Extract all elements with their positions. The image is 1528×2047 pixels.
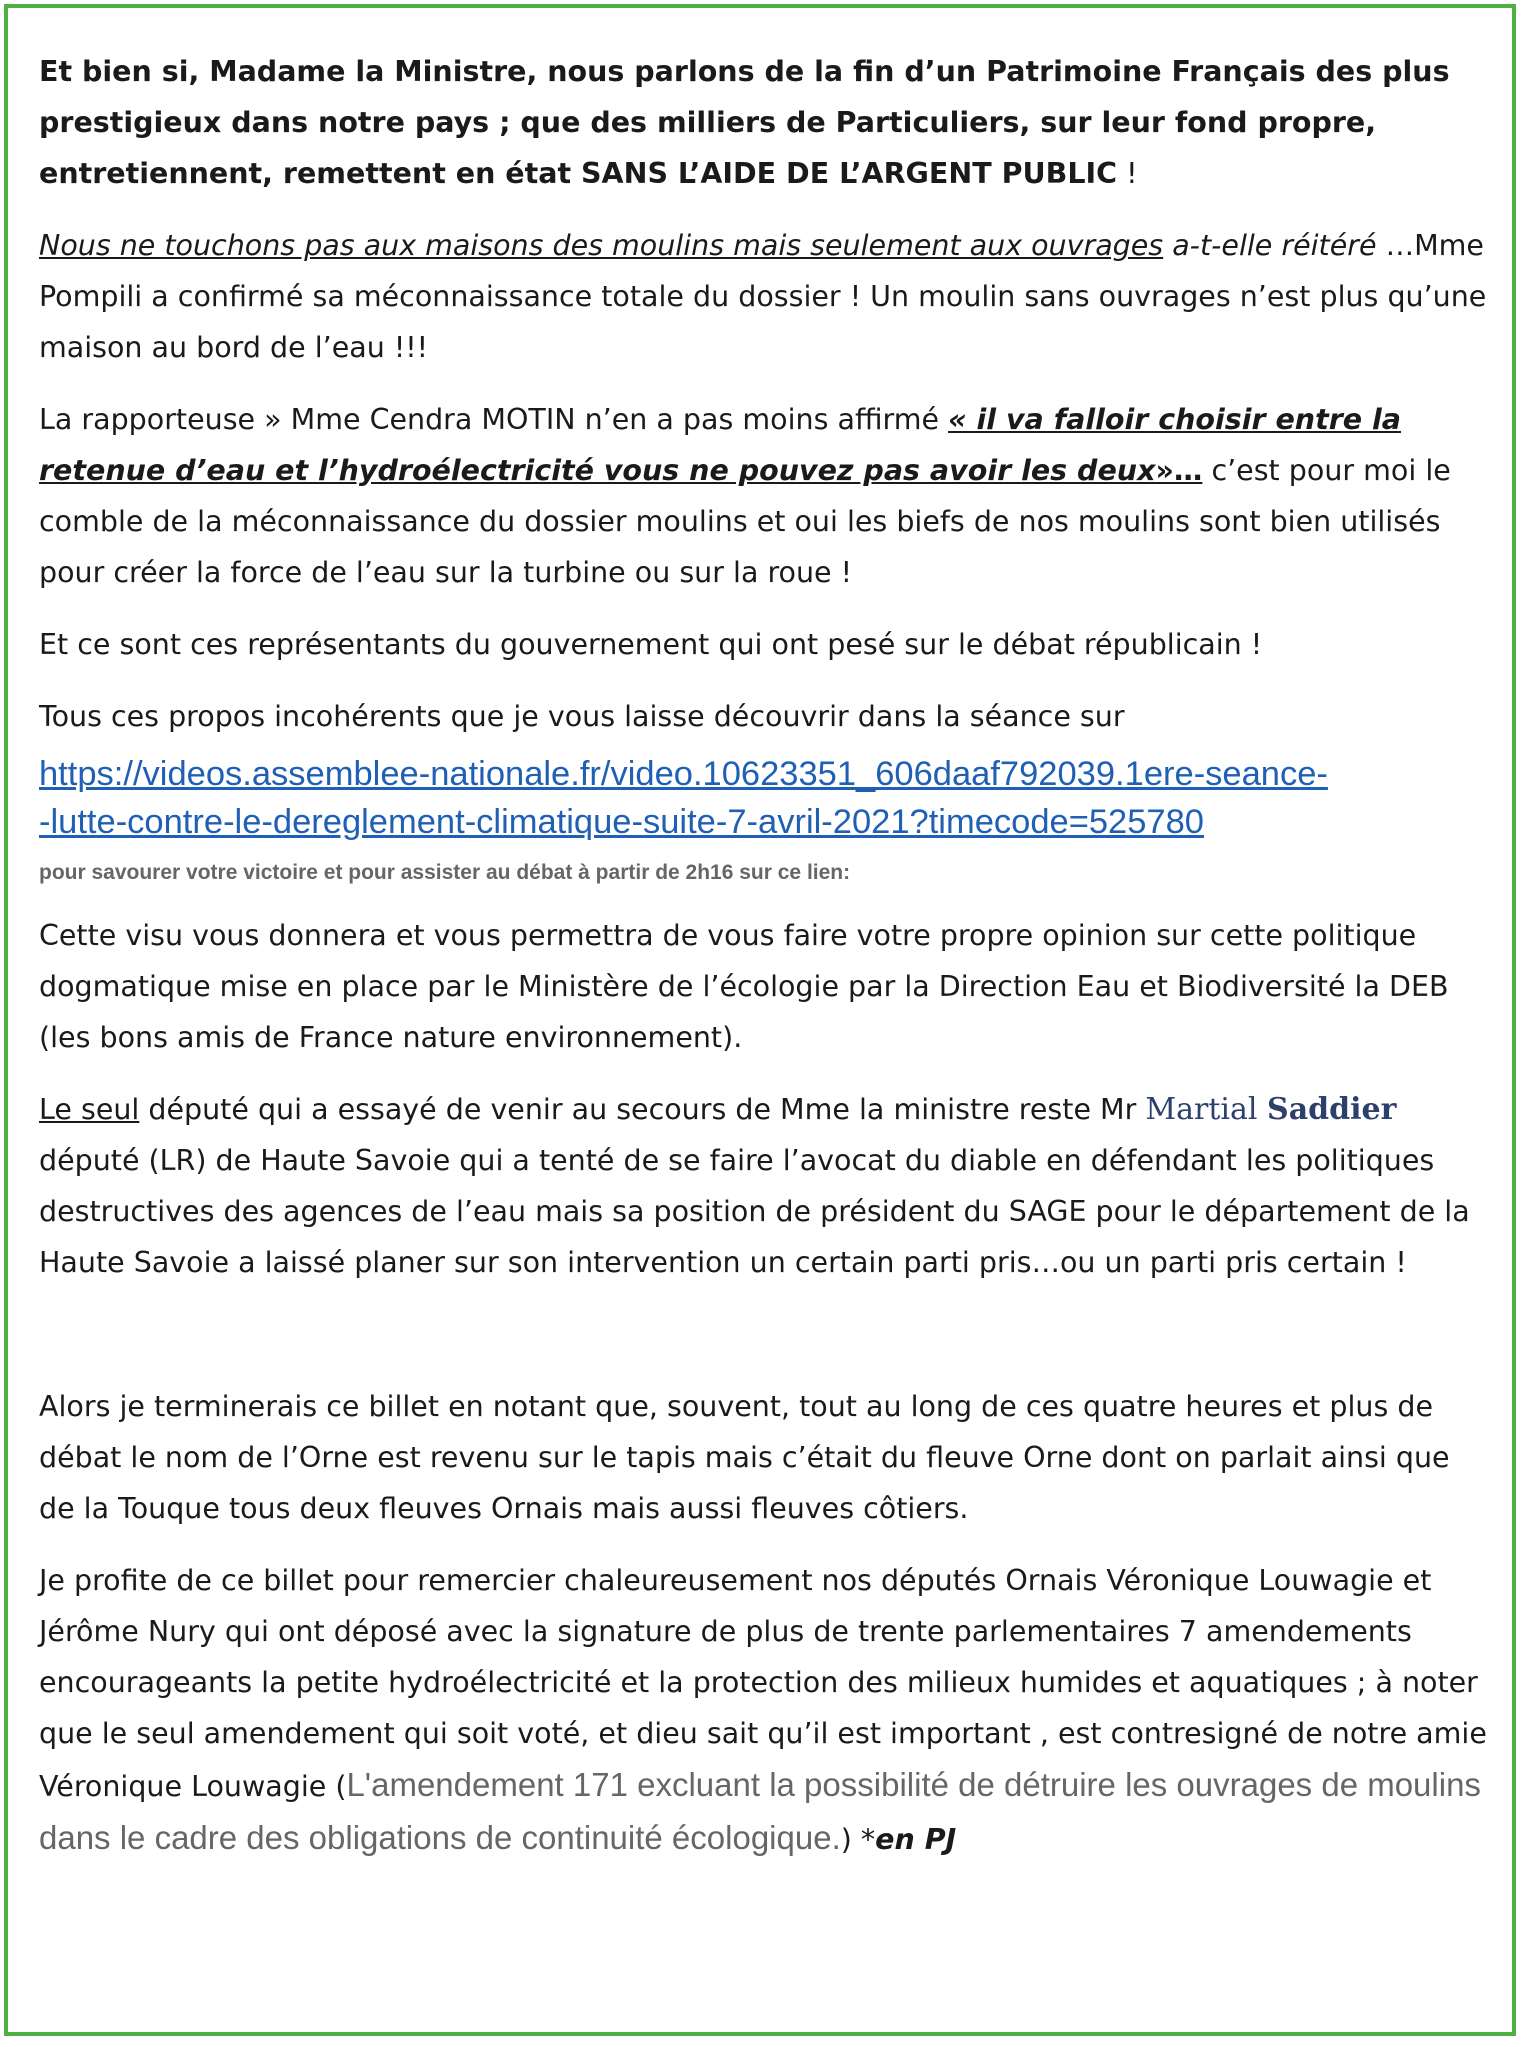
motin-intro: La rapporteuse » Mme Cendra MOTIN n’en a pas moins affirmé: [39, 403, 949, 436]
saddier-text-a: député qui a essayé de venir au secours de Mme la ministre reste Mr: [139, 1093, 1146, 1126]
motin-quote-end: »…: [1155, 454, 1203, 487]
saddier-first-name: Martial: [1145, 1092, 1268, 1127]
paragraph-government: Et ce sont ces représentants du gouvernement qui ont pesé sur le débat républicain !: [39, 628, 1263, 661]
pompili-attribution: a-t-elle réitéré: [1163, 229, 1377, 262]
link-note: pour savourer votre victoire et pour assister au débat à partir de 2h16 sur ce lien:: [39, 861, 851, 884]
saddier-text-b: député (LR) de Haute Savoie qui a tenté de se faire l’avocat du diable en défendant les politiques destructives des agences de l’eau mais sa position de président du SAGE pour le département de la Haute Savoie a laissé planer sur son intervention un certain parti pris…ou un parti pris certain !: [39, 1144, 1470, 1279]
paragraph-thanks: [39, 1555, 1494, 1865]
paragraph-seance: Tous ces propos incohérents que je vous laisse découvrir dans la séance sur: [39, 700, 1125, 733]
intro-text: Et bien si, Madame la Ministre, nous parlons de la fin d’un Patrimoine Français des plus prestigieux dans notre pays ; que des milliers de Particuliers, sur leur fond propre, entretiennent, remettent en état SANS L’AIDE DE L’ARGENT PUBLIC: [39, 55, 1450, 190]
saddier-underlined: Le seul: [39, 1093, 140, 1126]
paragraph-orne: Alors je terminerais ce billet en notant que, souvent, tout au long de ces quatre heures et plus de débat le nom de l’Orne est revenu sur le tapis mais c’était du fleuve Orne dont on parlait ainsi que de la Touque tous deux fleuves Ornais mais aussi fleuves côtiers.: [39, 1390, 1450, 1525]
motin-comment: c’est pour moi le comble de la méconnaissance du dossier moulins et oui les biefs de nos moulins sont bien utilisés pour créer la force de l’eau sur la turbine ou sur la roue !: [39, 454, 1451, 589]
thanks-text: Je profite de ce billet pour remercier chaleureusement nos députés Ornais Véronique Louwagie et Jérôme Nury qui ont déposé avec la signature de plus de trente parlementaires 7 amendements encourageants la petite hydroélectricité et la protection des milieux humides et aquatiques ; à noter que le seul amendement qui soit voté, et dieu sait qu’il est important , est contresigné de notre amie Véronique Louwagie (: [39, 1564, 1487, 1803]
video-link-line-1[interactable]: https://videos.assemblee-nationale.fr/video.10623351_606daaf792039.1ere-seance-: [39, 755, 1328, 793]
video-link-line-2[interactable]: -lutte-contre-le-dereglement-climatique-suite-7-avril-2021?timecode=525780: [39, 803, 1204, 841]
saddier-last-name: Saddier: [1267, 1092, 1397, 1127]
thanks-close: ) *: [840, 1823, 876, 1856]
pompili-comment: …Mme Pompili a confirmé sa méconnaissance totale du dossier ! Un moulin sans ouvrages n’est plus qu’une maison au bord de l’eau !!!: [39, 229, 1487, 364]
paragraph-pompili: [39, 220, 1494, 373]
motin-quote: « il va falloir choisir entre la retenue d’eau et l’hydroélectricité vous ne pouvez pas avoir les deux: [39, 403, 1402, 487]
pompili-quote: Nous ne touchons pas aux maisons des moulins mais seulement aux ouvrages: [39, 229, 1164, 262]
paragraph-motin: [39, 394, 1494, 598]
attachment-note: en PJ: [875, 1823, 957, 1856]
spacer: [39, 1309, 1494, 1381]
paragraph-saddier: [39, 1084, 1494, 1288]
letter-body: [39, 46, 1494, 1886]
video-link[interactable]: [39, 750, 1494, 846]
amendment-171-text: L'amendement 171 excluant la possibilité de détruire les ouvrages de moulins dans le cadre des obligations de continuité écologique.: [39, 1766, 1481, 1856]
intro-end: !: [1117, 157, 1138, 190]
paragraph-intro: [39, 46, 1494, 199]
paragraph-visu: Cette visu vous donnera et vous permettra de vous faire votre propre opinion sur cette politique dogmatique mise en place par le Ministère de l’écologie par la Direction Eau et Biodiversité la DEB (les bons amis de France nature environnement).: [39, 919, 1449, 1054]
